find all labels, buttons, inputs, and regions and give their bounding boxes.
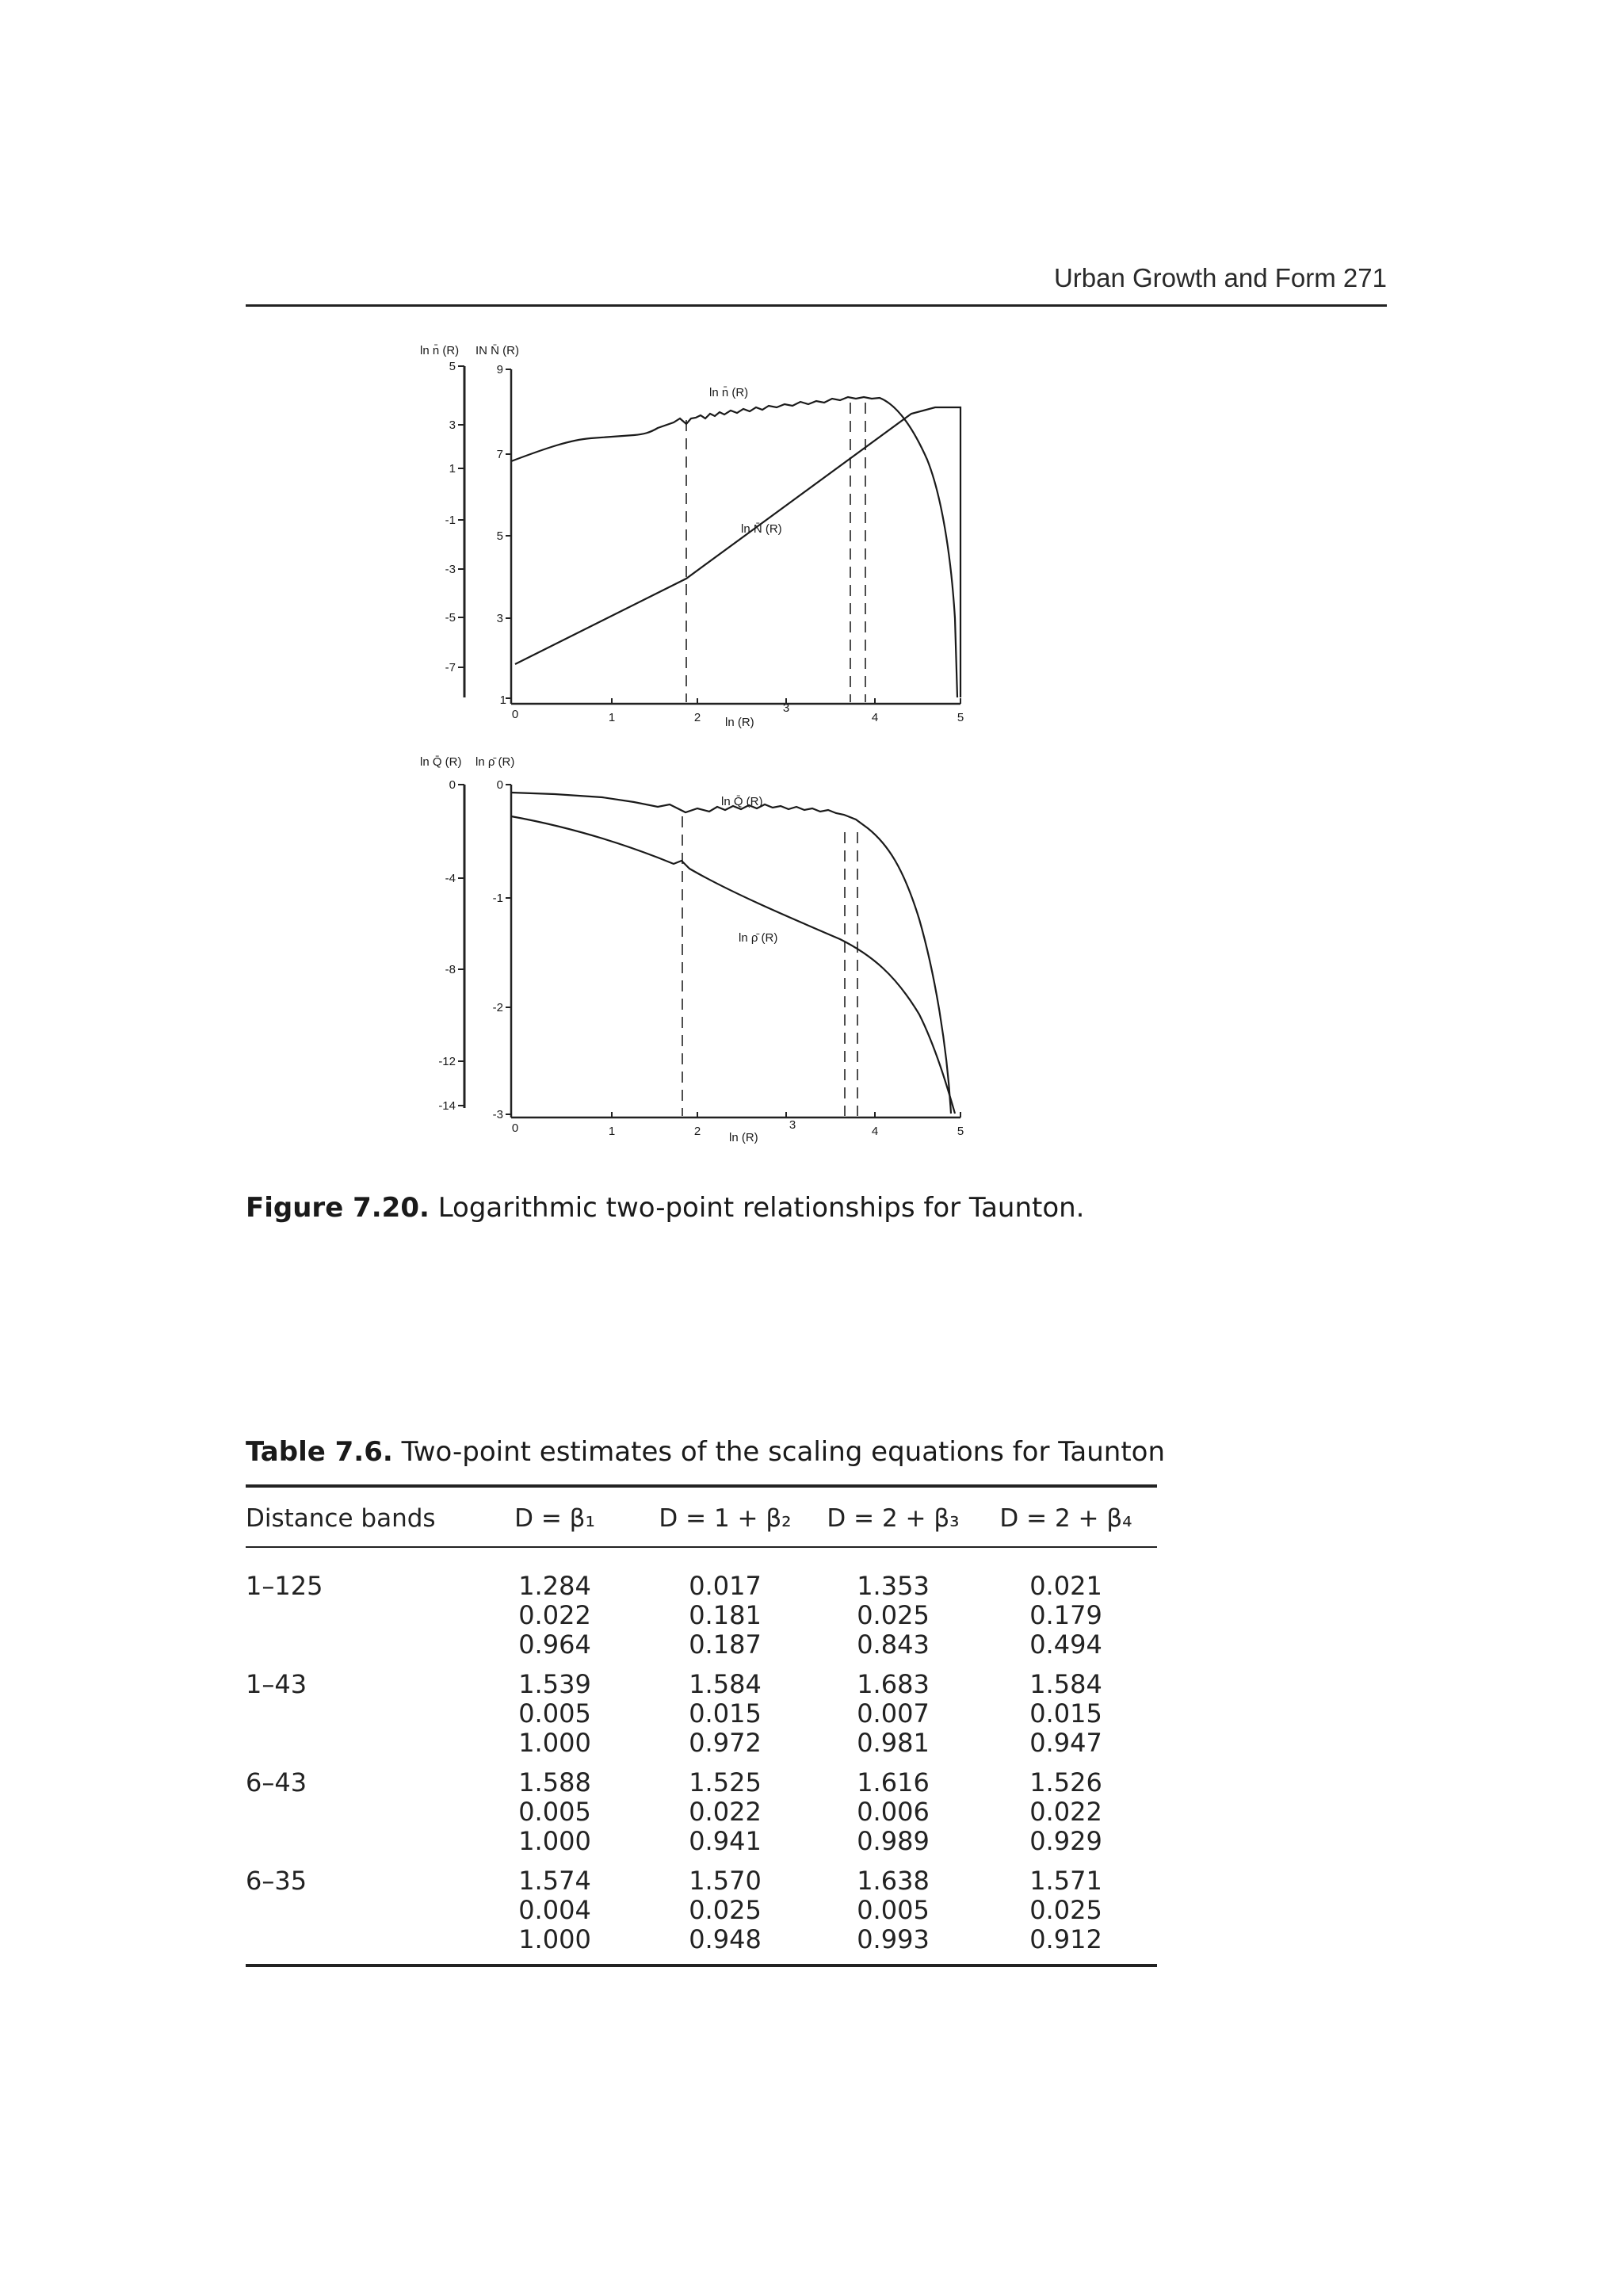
table-cell: 0.022 — [518, 1600, 591, 1630]
table-title — [246, 1436, 1165, 1468]
top-left-tick: -3 — [445, 563, 456, 576]
bottom-x-tick: 4 — [871, 1125, 879, 1138]
table-cell: 0.947 — [1029, 1728, 1102, 1758]
table-title-label: Table 7.6. — [246, 1436, 393, 1468]
top-left-tick: 1 — [449, 462, 456, 476]
table-cell: 1.571 — [1029, 1866, 1102, 1896]
bottom-dashed-guides — [682, 816, 857, 1116]
header-distance-bands: Distance bands — [246, 1504, 436, 1533]
figure-caption-label: Figure 7.20. — [246, 1192, 430, 1224]
table-cell: 0.989 — [857, 1826, 930, 1856]
curve-label-ln-Q: ln Q̄ (R) — [721, 795, 763, 808]
header-d-1-beta2: D = 1 + β₂ — [659, 1504, 792, 1533]
table-cell: 1.574 — [518, 1866, 591, 1896]
table-top-rule — [246, 1484, 1157, 1488]
table-cell: 0.981 — [857, 1728, 930, 1758]
table-cell: 0.187 — [689, 1629, 762, 1660]
top-right-tick: 3 — [496, 612, 503, 625]
bottom-left-tick: 0 — [449, 778, 456, 792]
top-left-tick: 5 — [449, 360, 456, 373]
bottom-left-axis-label: ln Q̄ (R) — [420, 755, 462, 769]
table-bottom-rule — [246, 1964, 1157, 1967]
table-cell: 0.912 — [1029, 1924, 1102, 1954]
figure-caption-text: Logarithmic two-point relationships for Taunton. — [437, 1192, 1085, 1224]
table-cell: 0.025 — [1029, 1895, 1102, 1925]
curve-label-ln-n: ln n̄ (R) — [709, 386, 749, 399]
table-cell: 0.025 — [689, 1895, 762, 1925]
table-cell: 0.941 — [689, 1826, 762, 1856]
bottom-right-axis-label: ln ρ̄ (R) — [475, 755, 515, 769]
bottom-right-tick: -3 — [492, 1108, 503, 1121]
curve-label-ln-rho: ln ρ̄ (R) — [739, 931, 778, 945]
top-x-tick: 1 — [608, 711, 616, 724]
bottom-x-tick: 2 — [693, 1125, 701, 1138]
table-cell: 0.972 — [689, 1728, 762, 1758]
table-cell: 1.616 — [857, 1767, 930, 1797]
table-cell: 0.993 — [857, 1924, 930, 1954]
curve-ln-N-bar — [515, 407, 960, 697]
table-cell: 1.000 — [518, 1728, 591, 1758]
table-cell: 0.948 — [689, 1924, 762, 1954]
table-cell: 0.929 — [1029, 1826, 1102, 1856]
table-cell: 0.179 — [1029, 1600, 1102, 1630]
table-cell: 1.683 — [857, 1669, 930, 1699]
bottom-x-tick: 0 — [511, 1121, 519, 1135]
table-cell: 1.570 — [689, 1866, 762, 1896]
band-label: 1–125 — [246, 1571, 323, 1601]
bottom-left-tick: -8 — [445, 963, 456, 976]
figure-caption — [246, 1192, 1085, 1224]
table-cell: 0.005 — [857, 1895, 930, 1925]
top-left-tick: -1 — [445, 514, 456, 527]
curve-label-ln-N: ln N̄ (R) — [741, 522, 782, 536]
top-right-tick: 7 — [496, 448, 503, 461]
bottom-x-tick: 3 — [789, 1118, 796, 1132]
table-cell: 0.004 — [518, 1895, 591, 1925]
table-cell: 1.000 — [518, 1826, 591, 1856]
header-d-2-beta3: D = 2 + β₃ — [827, 1504, 960, 1533]
top-x-label: ln (R) — [725, 716, 754, 729]
top-x-tick: 0 — [511, 708, 519, 721]
table-cell: 1.584 — [689, 1669, 762, 1699]
top-left-tick: -5 — [445, 611, 456, 625]
table-cell: 0.007 — [857, 1698, 930, 1729]
top-right-tick: 5 — [496, 529, 503, 543]
table-cell: 0.005 — [518, 1698, 591, 1729]
top-left-tick: -7 — [445, 661, 456, 674]
curve-ln-rho-bar — [511, 816, 955, 1114]
top-left-axis-label: ln n̄ (R) — [420, 344, 460, 357]
top-right-axis-label: IN N̄ (R) — [475, 344, 519, 357]
table-cell: 1.000 — [518, 1924, 591, 1954]
table-cell: 1.353 — [857, 1571, 930, 1601]
top-x-tick: 3 — [782, 701, 790, 715]
top-panel — [420, 344, 964, 729]
table-cell: 1.539 — [518, 1669, 591, 1699]
bottom-right-tick: -1 — [492, 892, 503, 905]
top-x-tick: 4 — [871, 711, 879, 724]
table-cell: 1.526 — [1029, 1767, 1102, 1797]
table-cell: 0.015 — [1029, 1698, 1102, 1729]
table-cell: 0.015 — [689, 1698, 762, 1729]
header-d-beta1: D = β₁ — [514, 1504, 595, 1533]
table-header-rule — [246, 1546, 1157, 1548]
table-cell: 0.005 — [518, 1797, 591, 1827]
band-label: 1–43 — [246, 1669, 307, 1699]
header-d-2-beta4: D = 2 + β₄ — [999, 1504, 1132, 1533]
table-cell: 1.525 — [689, 1767, 762, 1797]
table-cell: 0.022 — [689, 1797, 762, 1827]
top-dashed-guides — [686, 403, 960, 702]
table-title-text: Two-point estimates of the scaling equations for Taunton — [401, 1436, 1166, 1468]
band-label: 6–35 — [246, 1866, 307, 1896]
band-label: 6–43 — [246, 1767, 307, 1797]
bottom-right-tick: -2 — [492, 1001, 503, 1014]
table-cell: 0.843 — [857, 1629, 930, 1660]
curve-ln-n-bar — [511, 397, 957, 697]
table-cell: 0.964 — [518, 1629, 591, 1660]
bottom-right-tick: 0 — [496, 778, 503, 792]
table-cell: 1.588 — [518, 1767, 591, 1797]
top-left-tick: 3 — [449, 418, 456, 432]
table-cell: 0.494 — [1029, 1629, 1102, 1660]
table-cell: 0.181 — [689, 1600, 762, 1630]
table-cell: 0.025 — [857, 1600, 930, 1630]
table-cell: 0.006 — [857, 1797, 930, 1827]
table-cell: 1.584 — [1029, 1669, 1102, 1699]
top-right-tick: 1 — [499, 693, 506, 707]
bottom-x-tick: 1 — [608, 1125, 616, 1138]
bottom-left-tick: -14 — [438, 1099, 456, 1113]
running-head: Urban Growth and Form 271 — [1053, 263, 1387, 292]
table-cell: 0.022 — [1029, 1797, 1102, 1827]
top-x-tick: 5 — [957, 711, 964, 724]
bottom-left-tick: -12 — [438, 1055, 456, 1068]
table-cell: 0.021 — [1029, 1571, 1102, 1601]
table-cell: 1.638 — [857, 1866, 930, 1896]
table-cell: 0.017 — [689, 1571, 762, 1601]
top-x-tick: 2 — [693, 711, 701, 724]
bottom-x-label: ln (R) — [729, 1131, 758, 1144]
top-right-tick: 9 — [496, 363, 503, 376]
table-cell: 1.284 — [518, 1571, 591, 1601]
bottom-x-tick: 5 — [957, 1125, 964, 1138]
bottom-left-tick: -4 — [445, 872, 456, 885]
curve-ln-Q-bar — [511, 793, 951, 1114]
bottom-panel — [420, 755, 964, 1144]
